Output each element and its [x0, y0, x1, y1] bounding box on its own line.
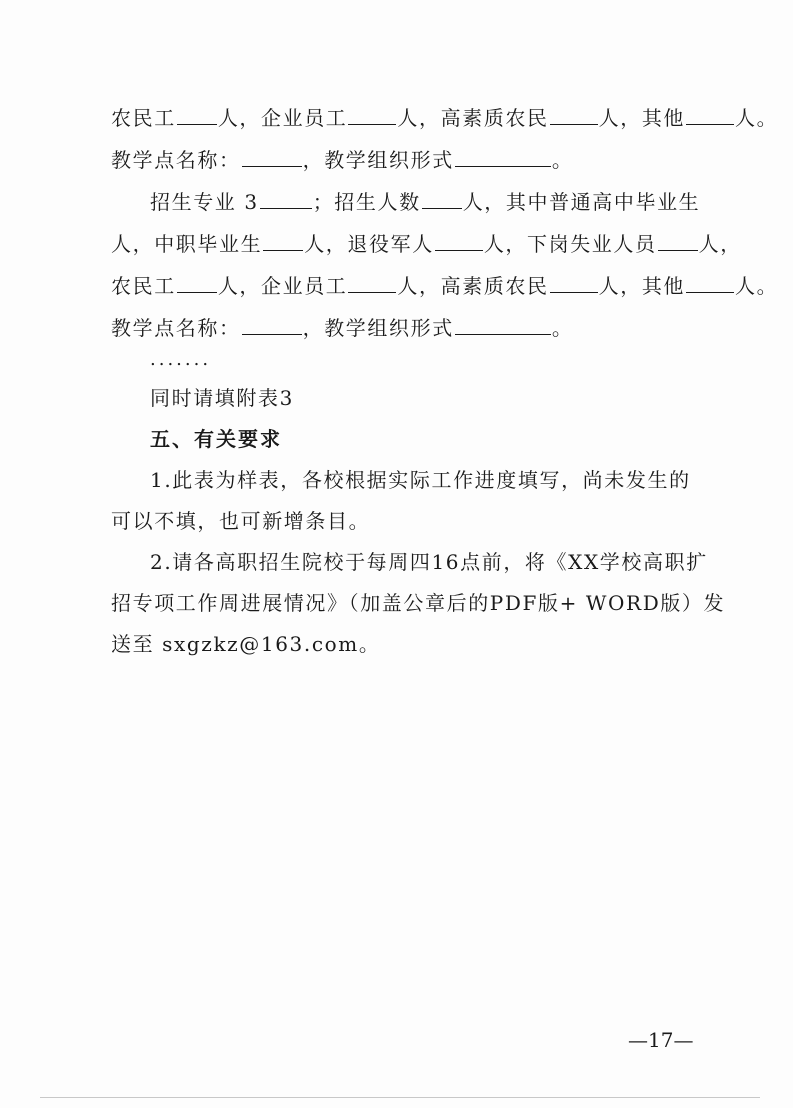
- fill-blank: [177, 105, 217, 125]
- text-segment: ；招生人数: [312, 190, 421, 214]
- section-heading: 五、有关要求: [150, 427, 282, 451]
- fill-blank: [686, 273, 734, 293]
- fill-blank: [550, 273, 598, 293]
- text-segment: 人，企业员工: [217, 106, 348, 130]
- text-segment: 人，企业员工: [217, 274, 348, 298]
- text-segment: 人，高素质农民: [397, 106, 549, 130]
- form-line-5: [111, 272, 778, 300]
- form-line-4: [111, 230, 742, 258]
- fill-blank: [658, 231, 698, 251]
- fill-blank: [550, 105, 598, 125]
- requirement-2-line-2: 招专项工作周进展情况》（加盖公章后的PDF版+ WORD版）发: [111, 591, 726, 615]
- requirement-2-line-1: 2.请各高职招生院校于每周四16点前，将《XX学校高职扩: [150, 550, 708, 574]
- fill-blank: [242, 147, 302, 167]
- text-segment: 招生专业 3: [150, 190, 259, 214]
- text-segment: 人，中职毕业生: [111, 232, 263, 256]
- text-segment: 人，其他: [598, 274, 686, 298]
- text-segment: 人，其他: [598, 106, 686, 130]
- fill-blank: [242, 315, 302, 335]
- form-line-3: [150, 188, 700, 216]
- text-segment: 人，退役军人: [304, 232, 434, 256]
- fill-blank: [686, 105, 734, 125]
- fill-blank: [435, 231, 483, 251]
- page-edge-rule: [40, 1097, 760, 1098]
- text-segment: 人。: [735, 106, 779, 130]
- form-line-2: [111, 146, 573, 174]
- text-segment: ，教学组织形式: [302, 316, 454, 340]
- text-segment: 教学点名称：: [111, 148, 241, 172]
- text-segment: 人，其中普通高中毕业生: [462, 190, 701, 214]
- fill-blank: [455, 315, 551, 335]
- fill-blank: [177, 273, 217, 293]
- text-segment: 农民工: [111, 106, 176, 130]
- fill-blank: [422, 189, 462, 209]
- text-segment: 。: [551, 148, 574, 172]
- fill-blank: [455, 147, 551, 167]
- text-segment: 。: [551, 316, 574, 340]
- text-segment: 人。: [735, 274, 779, 298]
- text-segment: ，教学组织形式: [302, 148, 454, 172]
- fill-blank: [348, 105, 396, 125]
- text-segment: 人，: [698, 232, 742, 256]
- appendix-note: 同时请填附表3: [150, 386, 294, 410]
- fill-blank: [348, 273, 396, 293]
- form-line-1: [111, 104, 778, 132]
- text-segment: 教学点名称：: [111, 316, 241, 340]
- requirement-2-line-3: 送至 sxgzkz@163.com。: [111, 632, 381, 656]
- page-number: —17—: [628, 1028, 694, 1052]
- requirement-1-line-2: 可以不填，也可新增条目。: [111, 509, 371, 533]
- text-segment: 人，高素质农民: [397, 274, 549, 298]
- ellipsis: .......: [150, 349, 212, 370]
- fill-blank: [263, 231, 303, 251]
- text-segment: 农民工: [111, 274, 176, 298]
- fill-blank: [260, 189, 312, 209]
- form-line-6: [111, 314, 573, 342]
- requirement-1-line-1: 1.此表为样表，各校根据实际工作进度填写，尚未发生的: [150, 468, 691, 492]
- text-segment: 人，下岗失业人员: [483, 232, 657, 256]
